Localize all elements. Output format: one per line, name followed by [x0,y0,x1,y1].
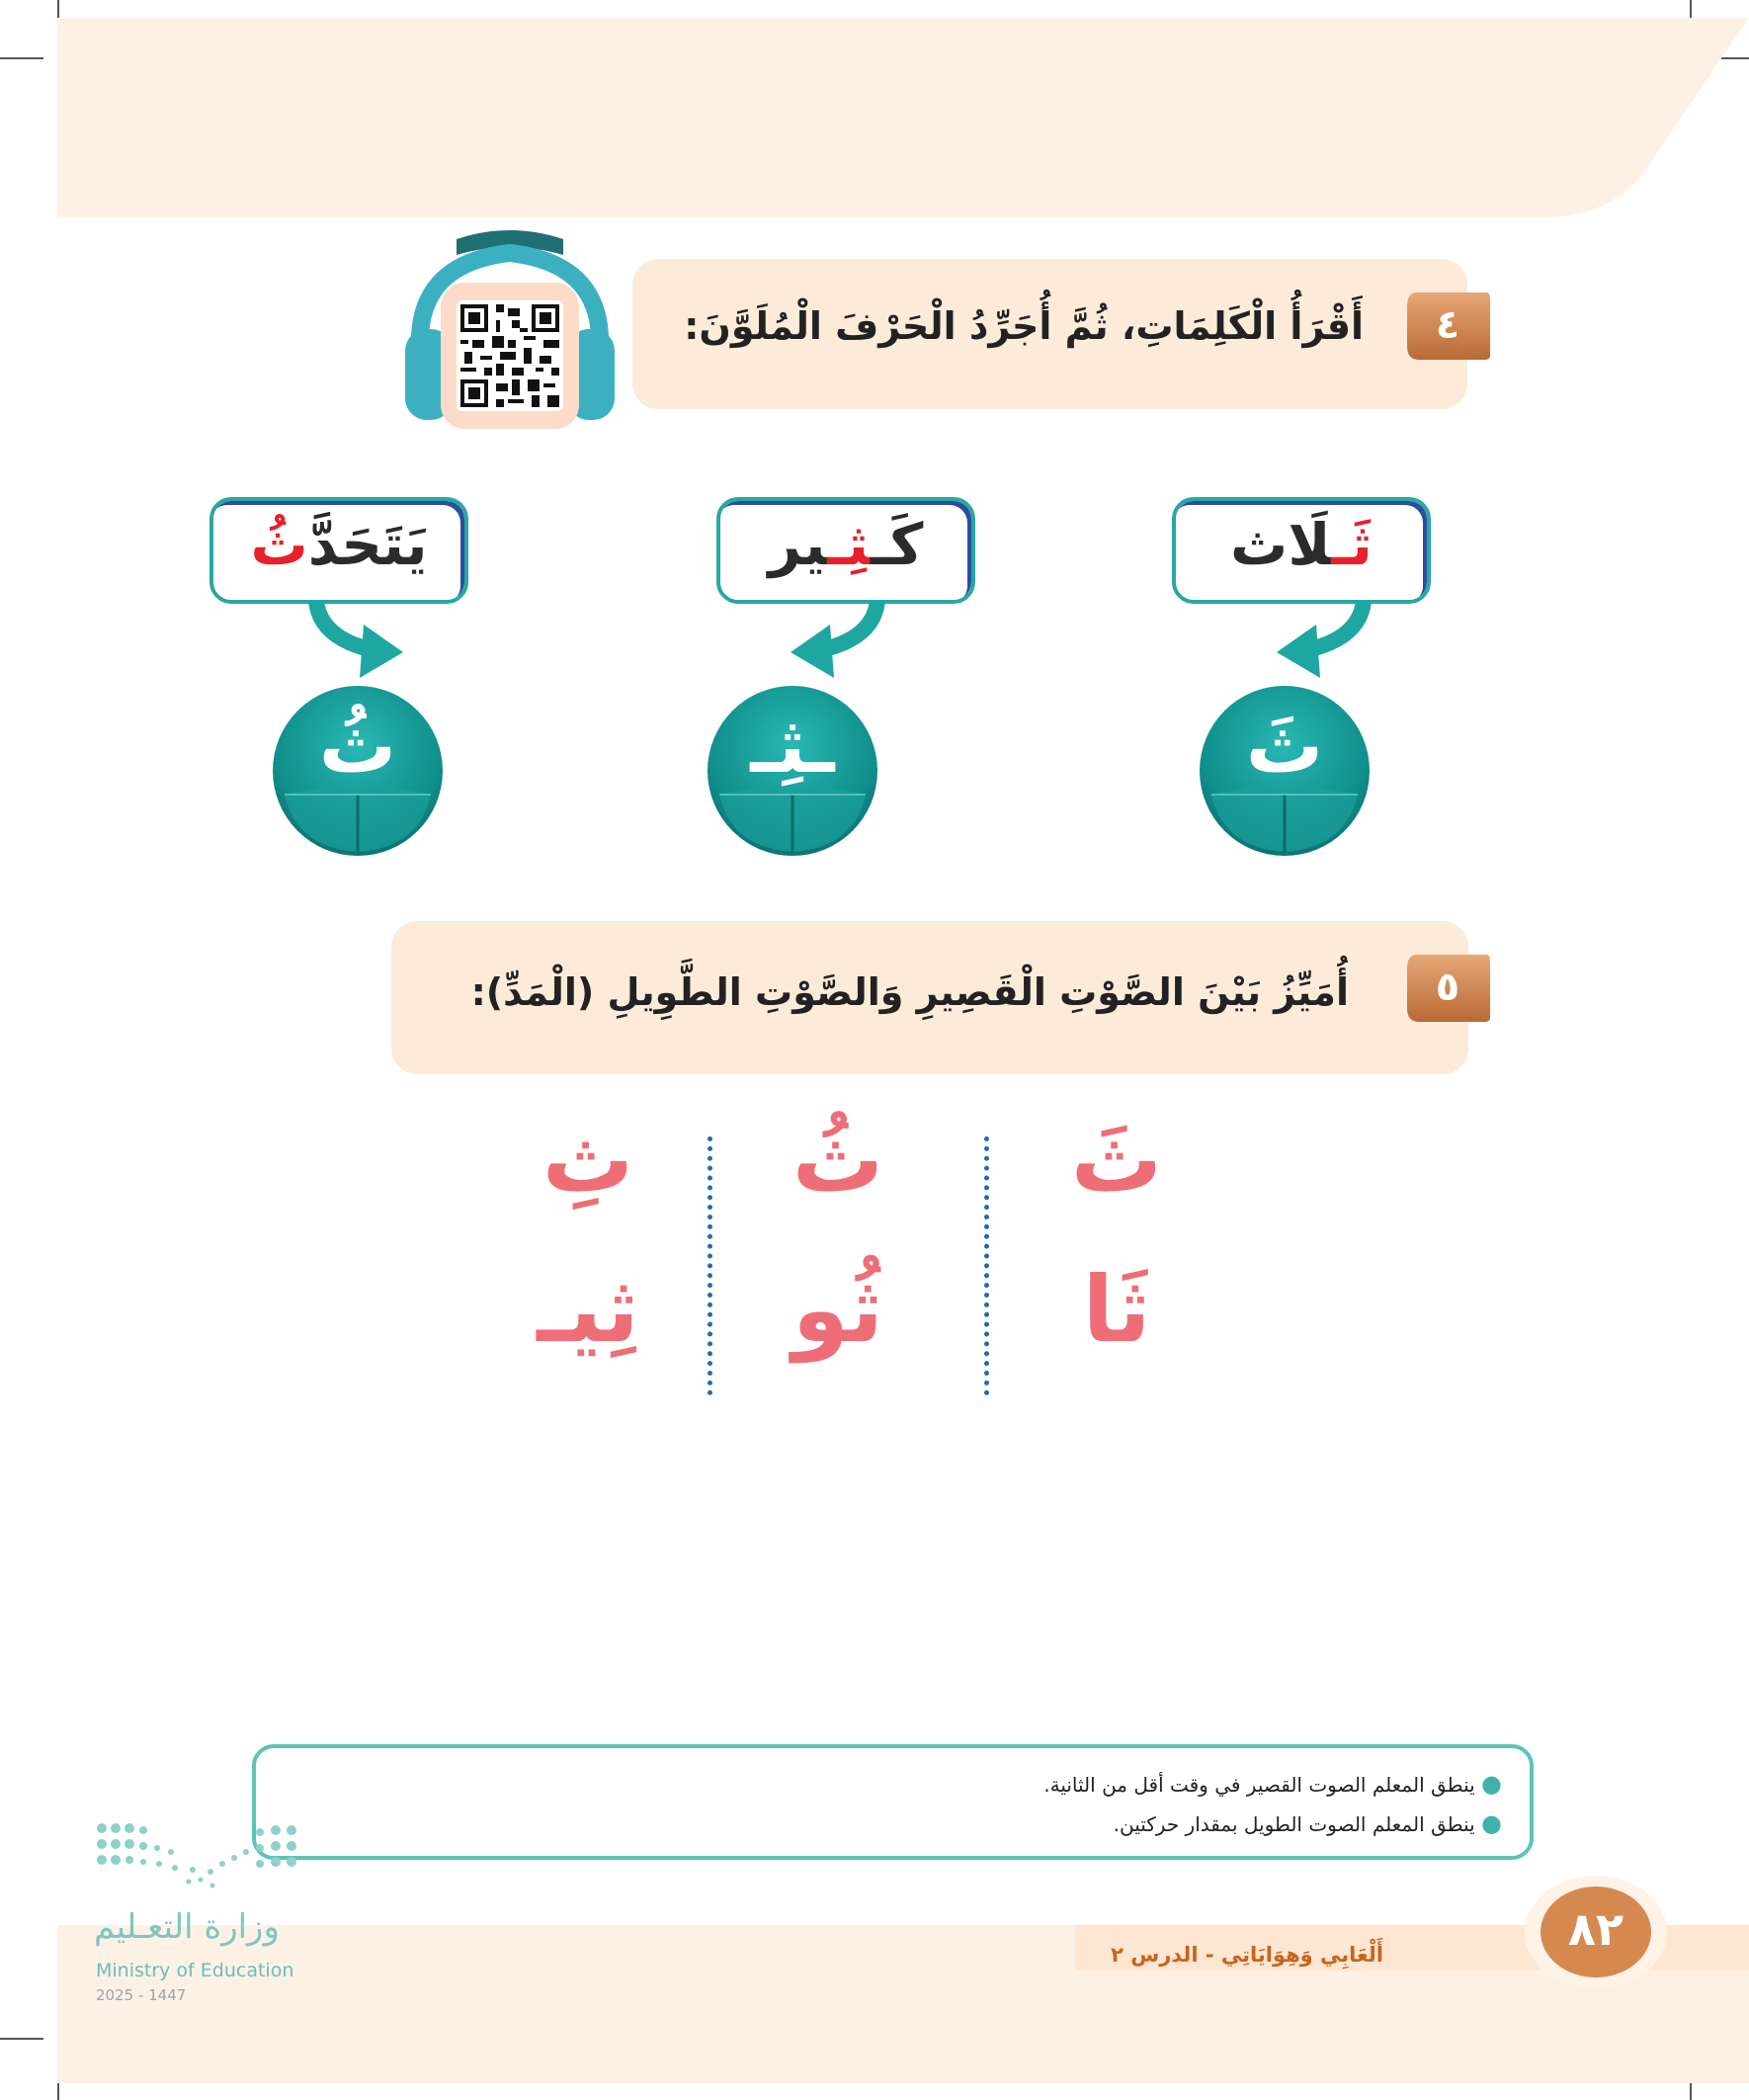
word-3 [213,511,464,578]
letter-ball-3-letter: ثُ [318,702,397,791]
word-1 [1176,511,1427,578]
exercise-5-instruction: أُمَيِّزُ بَيْنَ الصَّوْتِ الْقَصِيرِ وَالصَّوْتِ الطَّوِيلِ (الْمَدِّ): [470,970,1349,1014]
lesson-title: أَلْعَابِي وَهِوَايَاتِي - الدرس ٢ [1111,1943,1383,1967]
exercise-5-number-badge [1403,949,1492,1026]
word-2 [720,511,971,578]
word-card-2 [716,497,975,604]
ministry-logo-icon [94,1818,311,1897]
exercise-5-number: ٥ [1435,965,1460,1010]
footer-band [57,1925,1749,2083]
teacher-note-box [252,1744,1534,1860]
short-vowel-damma: ثُ [791,1107,884,1213]
dotted-separator [708,1136,712,1395]
word-card-1 [1172,497,1431,604]
letter-ball-1-letter: ثَ [1245,702,1324,791]
teacher-note-1 [1043,1770,1502,1798]
word-card-3 [209,497,468,604]
ministry-name-arabic: وزارة التعـليم [94,1907,280,1947]
curved-arrow-icon [306,601,415,682]
bullet-icon: ● [1481,1809,1502,1837]
exercise-4-instruction: أَقْرَأُ الْكَلِمَاتِ، ثُمَّ أُجَرِّدُ الْحَرْفَ الْمُلَوَّنَ: [684,304,1364,348]
short-vowel-kasra: ثِ [541,1107,634,1213]
audio-qr-headphones[interactable] [395,225,625,435]
bullet-icon: ● [1481,1770,1502,1798]
curved-arrow-icon [1265,601,1374,682]
long-vowel-alif: ثَا [1082,1257,1151,1363]
teacher-note-2-text: ينطق المعلم الصوت الطويل بمقدار حركتين. [1113,1812,1475,1836]
crop-mark [1690,0,1692,18]
teacher-note-1-text: ينطق المعلم الصوت القصير في وقت أقل من الثانية. [1043,1773,1475,1797]
long-vowel-ya: ثِيـ [537,1257,639,1363]
top-banner [57,18,1749,217]
long-vowel-waw: ثُو [791,1257,884,1363]
word-1-highlight: ثَـ [1331,511,1373,578]
letter-ball-1 [1198,684,1372,858]
teacher-note-2 [1114,1809,1502,1837]
letter-ball-3 [271,684,445,858]
curved-arrow-icon [779,601,887,682]
letter-ball-2 [706,684,879,858]
page-number: ٨٢ [1567,1902,1624,1956]
word-3-highlight: ثُ [250,511,308,578]
word-1-rest: لَاث [1230,511,1332,578]
crop-mark [0,57,43,59]
word-2-start: كَـ [870,511,924,578]
short-vowel-fatha: ثَ [1070,1107,1163,1213]
letter-ball-2-letter: ـثِـ [750,702,835,791]
exercise-4-number-badge [1403,287,1492,364]
word-2-rest: ير [768,511,828,578]
ministry-year: 2025 - 1447 [96,1986,187,2004]
exercise-4-number: ٤ [1435,302,1460,348]
word-3-start: يَتَحَدَّ [307,511,428,578]
qr-code-icon [460,304,559,407]
crop-mark [0,2038,43,2040]
dotted-separator [984,1136,989,1395]
crop-mark [57,0,59,18]
ministry-name-english: Ministry of Education [96,1960,294,1981]
word-2-highlight: ثِـ [827,511,871,578]
